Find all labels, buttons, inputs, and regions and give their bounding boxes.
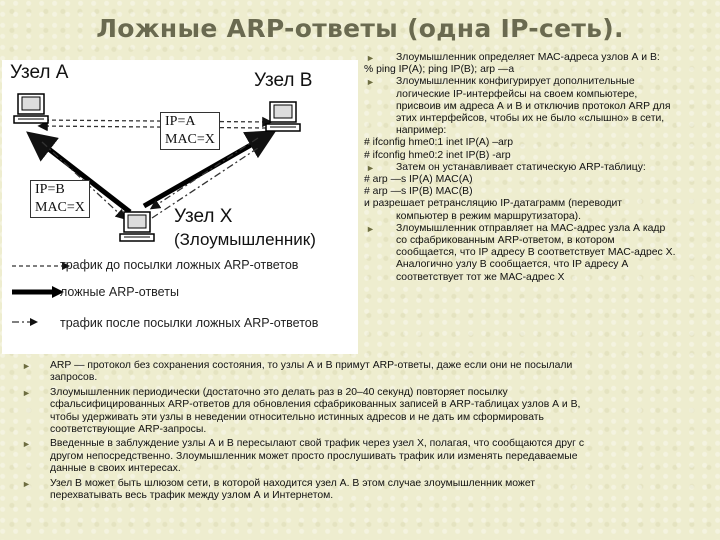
text-line [364, 174, 716, 186]
bullet-arrow-icon: ► [366, 162, 375, 173]
bullet-item-line: Злоумышленник периодически (достаточно это делать раз в 20–40 секунд) повторяет посылку [50, 386, 508, 398]
line-text: этих интерфейсов, чтобы их не было «слышно» в сети, [396, 113, 665, 125]
line-text: Злоумышленник конфигурирует дополнительные [396, 76, 635, 88]
computer-a-icon [14, 94, 48, 123]
bullet-item-line: перехватывать весь трафик между узлом А и Интернетом. [50, 490, 334, 502]
line-text: сообщается, что IP адресу В соответствует МАС-адрес X. [396, 247, 676, 259]
legend-label-after: трафик после посылки ложных ARP-ответов [60, 316, 319, 330]
text-line [364, 235, 716, 247]
line-text: # ifconfig hme0:1 inet IP(A) –arp [364, 137, 514, 149]
text-line [364, 89, 716, 101]
bullet-item-line: другом непосредственно. Злоумышленник может просто прослушивать трафик или изменять передаваемые [50, 450, 578, 462]
text-line [364, 150, 716, 162]
bullet-item-line: сфальсифицированных ARP-ответов для обновления сфабрикованных записей в ARP-таблицах узлов А и В, [50, 399, 581, 411]
line-text: # arp —s IP(B) MAC(B) [364, 186, 473, 198]
slide-title: Ложные ARP-ответы (одна IP-сеть). [96, 14, 624, 43]
bullet-item-line: Введенные в заблуждение узлы А и В пересылают свой трафик через узел X, полагая, что сообщаются друг с [50, 438, 585, 450]
bullet-line [364, 223, 716, 235]
text-line [364, 259, 716, 271]
box-mac-line: MAC=X [165, 132, 215, 147]
arrow-b-to-a-dashed [40, 126, 266, 128]
node-x-sublabel: (Злоумышленник) [174, 230, 316, 249]
line-text: # arp —s IP(A) MAC(A) [364, 174, 473, 186]
text-line [364, 198, 716, 210]
bullet-item-line: Узел В может быть шлюзом сети, в которой находится узел А. В этом случае злоумышленник может [50, 477, 536, 489]
bullet-line [364, 52, 716, 64]
computer-x-icon [120, 212, 154, 241]
bullet-item [22, 387, 712, 437]
bullet-item [22, 478, 712, 503]
text-line [364, 272, 716, 284]
bullet-item [22, 438, 712, 475]
text-line [364, 186, 716, 198]
box-ip-line: IP=A [165, 114, 196, 129]
arrow-a-to-b-dashed [38, 120, 270, 122]
text-line [364, 101, 716, 113]
bottom-bullet-list [22, 360, 712, 504]
line-text: соответствует тот же МАС-адрес X [396, 271, 565, 283]
line-text: присвоив им адреса А и В и отключив протокол ARP для [396, 100, 671, 112]
bullet-arrow-icon: ► [366, 53, 375, 63]
bullet-item [22, 360, 712, 385]
line-text: компьютер в режим маршрутизатора). [396, 210, 582, 222]
line-text: например: [396, 125, 447, 137]
node-x-label: Узел X [174, 206, 233, 227]
text-line [364, 125, 716, 137]
arp-table-box-a-side [30, 180, 90, 218]
text-line [364, 247, 716, 259]
bullet-arrow-icon: ► [366, 77, 375, 88]
legend-label-before: трафик до посылки ложных ARP-ответов [60, 258, 299, 272]
line-text: со сфабрикованным ARP-ответом, в котором [396, 235, 615, 247]
arp-table-box-b-side [160, 112, 220, 150]
line-text: логические IP-интерфейсы на своем компьютере, [396, 88, 638, 100]
bullet-item-line: соответствующие ARP-запросы. [50, 424, 207, 436]
bullet-item-line: чтобы удерживать эти узлы в неведении относительно истинных адресов и не дать им сформировать [50, 411, 544, 423]
box-ip-line: IP=B [35, 182, 65, 197]
bullet-arrow-icon: ► [22, 387, 31, 398]
bullet-arrow-icon: ► [22, 478, 31, 489]
text-line [364, 211, 716, 223]
text-line [364, 64, 716, 76]
computer-b-icon [266, 102, 300, 131]
text-line [364, 137, 716, 149]
line-text: # ifconfig hme0:2 inet IP(B) -arp [364, 149, 511, 161]
line-text: Затем он устанавливает статическую ARP-таблицу: [396, 161, 646, 173]
right-text-column [364, 52, 716, 284]
line-text: % ping IP(A); ping IP(B); arp —a [364, 64, 515, 76]
line-text: Злоумышленник отправляет на МАС-адрес узла А кадр [396, 222, 666, 234]
line-text: Злоумышленник определяет МАС-адреса узлов А и В: [396, 52, 660, 63]
bullet-arrow-icon: ► [366, 223, 375, 234]
bullet-item-line: данные в своих интересах. [50, 463, 181, 475]
bullet-line [364, 76, 716, 88]
text-line [364, 113, 716, 125]
line-text: и разрешает ретрансляцию IP-датаграмм (переводит [364, 198, 623, 210]
arp-spoofing-diagram [2, 60, 358, 354]
bullet-arrow-icon: ► [22, 439, 31, 450]
box-mac-line: MAC=X [35, 200, 85, 215]
bullet-arrow-icon: ► [22, 361, 31, 371]
line-text: Аналогично узлу В сообщается, что IP адресу А [396, 259, 629, 271]
node-b-label: Узел В [254, 70, 313, 91]
bullet-item-line: ARP — протокол без сохранения состояния, то узлы А и В примут ARP-ответы, даже если они не посылали [50, 360, 573, 371]
bullet-item-line: запросов. [50, 372, 98, 384]
bullet-line [364, 162, 716, 174]
legend-label-fake: ложные ARP-ответы [60, 285, 179, 299]
node-a-label: Узел А [10, 62, 69, 83]
